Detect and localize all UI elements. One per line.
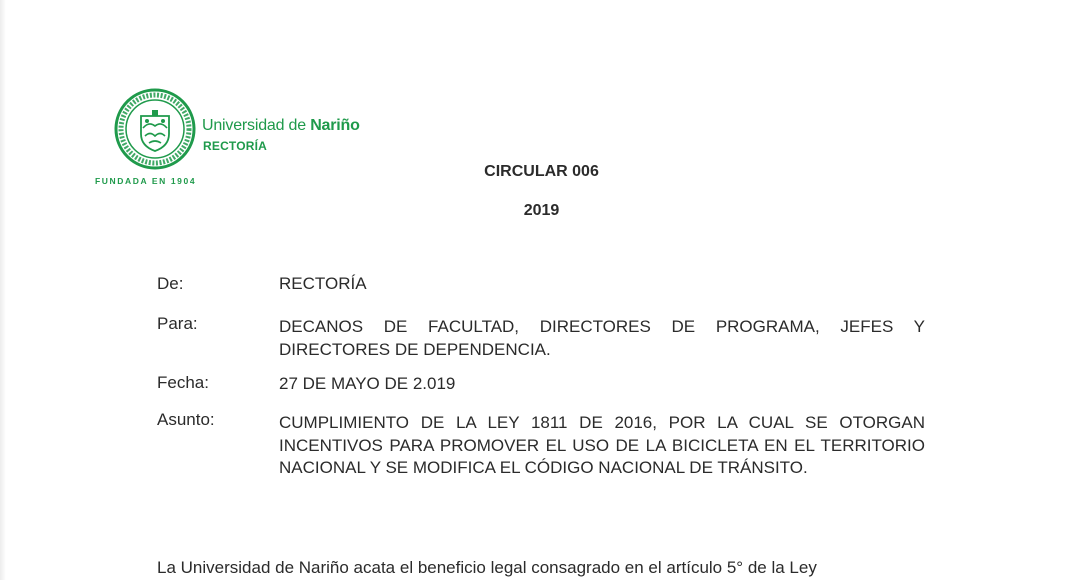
from-label: De: — [157, 274, 184, 293]
university-name: Universidad de Nariño — [202, 117, 360, 134]
university-seal-icon — [114, 88, 196, 170]
body-paragraph: La Universidad de Nariño acata el beneficio legal consagrado en el artículo 5° de la Ley — [157, 558, 817, 577]
to-label: Para: — [157, 314, 198, 333]
circular-title: CIRCULAR 006 — [484, 163, 599, 180]
office-name: RECTORÍA — [203, 139, 268, 153]
date-label: Fecha: — [157, 373, 209, 392]
from-value: RECTORÍA — [279, 274, 367, 293]
to-value: DECANOS DE FACULTAD, DIRECTORES DE PROGRAMA, JEFES Y DIRECTORES DE DEPENDENCIA. — [279, 317, 925, 359]
subject-value: CUMPLIMIENTO DE LA LEY 1811 DE 2016, POR LA CUAL SE OTORGAN INCENTIVOS PARA PROMOVER EL USO DE LA BICICLETA EN EL TERRITORIO NACIONAL Y SE MODIFICA EL CÓDIGO NACIONAL DE TRÁNSITO. — [279, 413, 925, 477]
circular-year: 2019 — [523, 202, 560, 219]
subject-label: Asunto: — [157, 410, 215, 429]
page-edge-shadow — [0, 0, 6, 580]
date-value: 27 DE MAYO DE 2.019 — [279, 374, 456, 393]
founded-year: FUNDADA EN 1904 — [95, 176, 197, 186]
